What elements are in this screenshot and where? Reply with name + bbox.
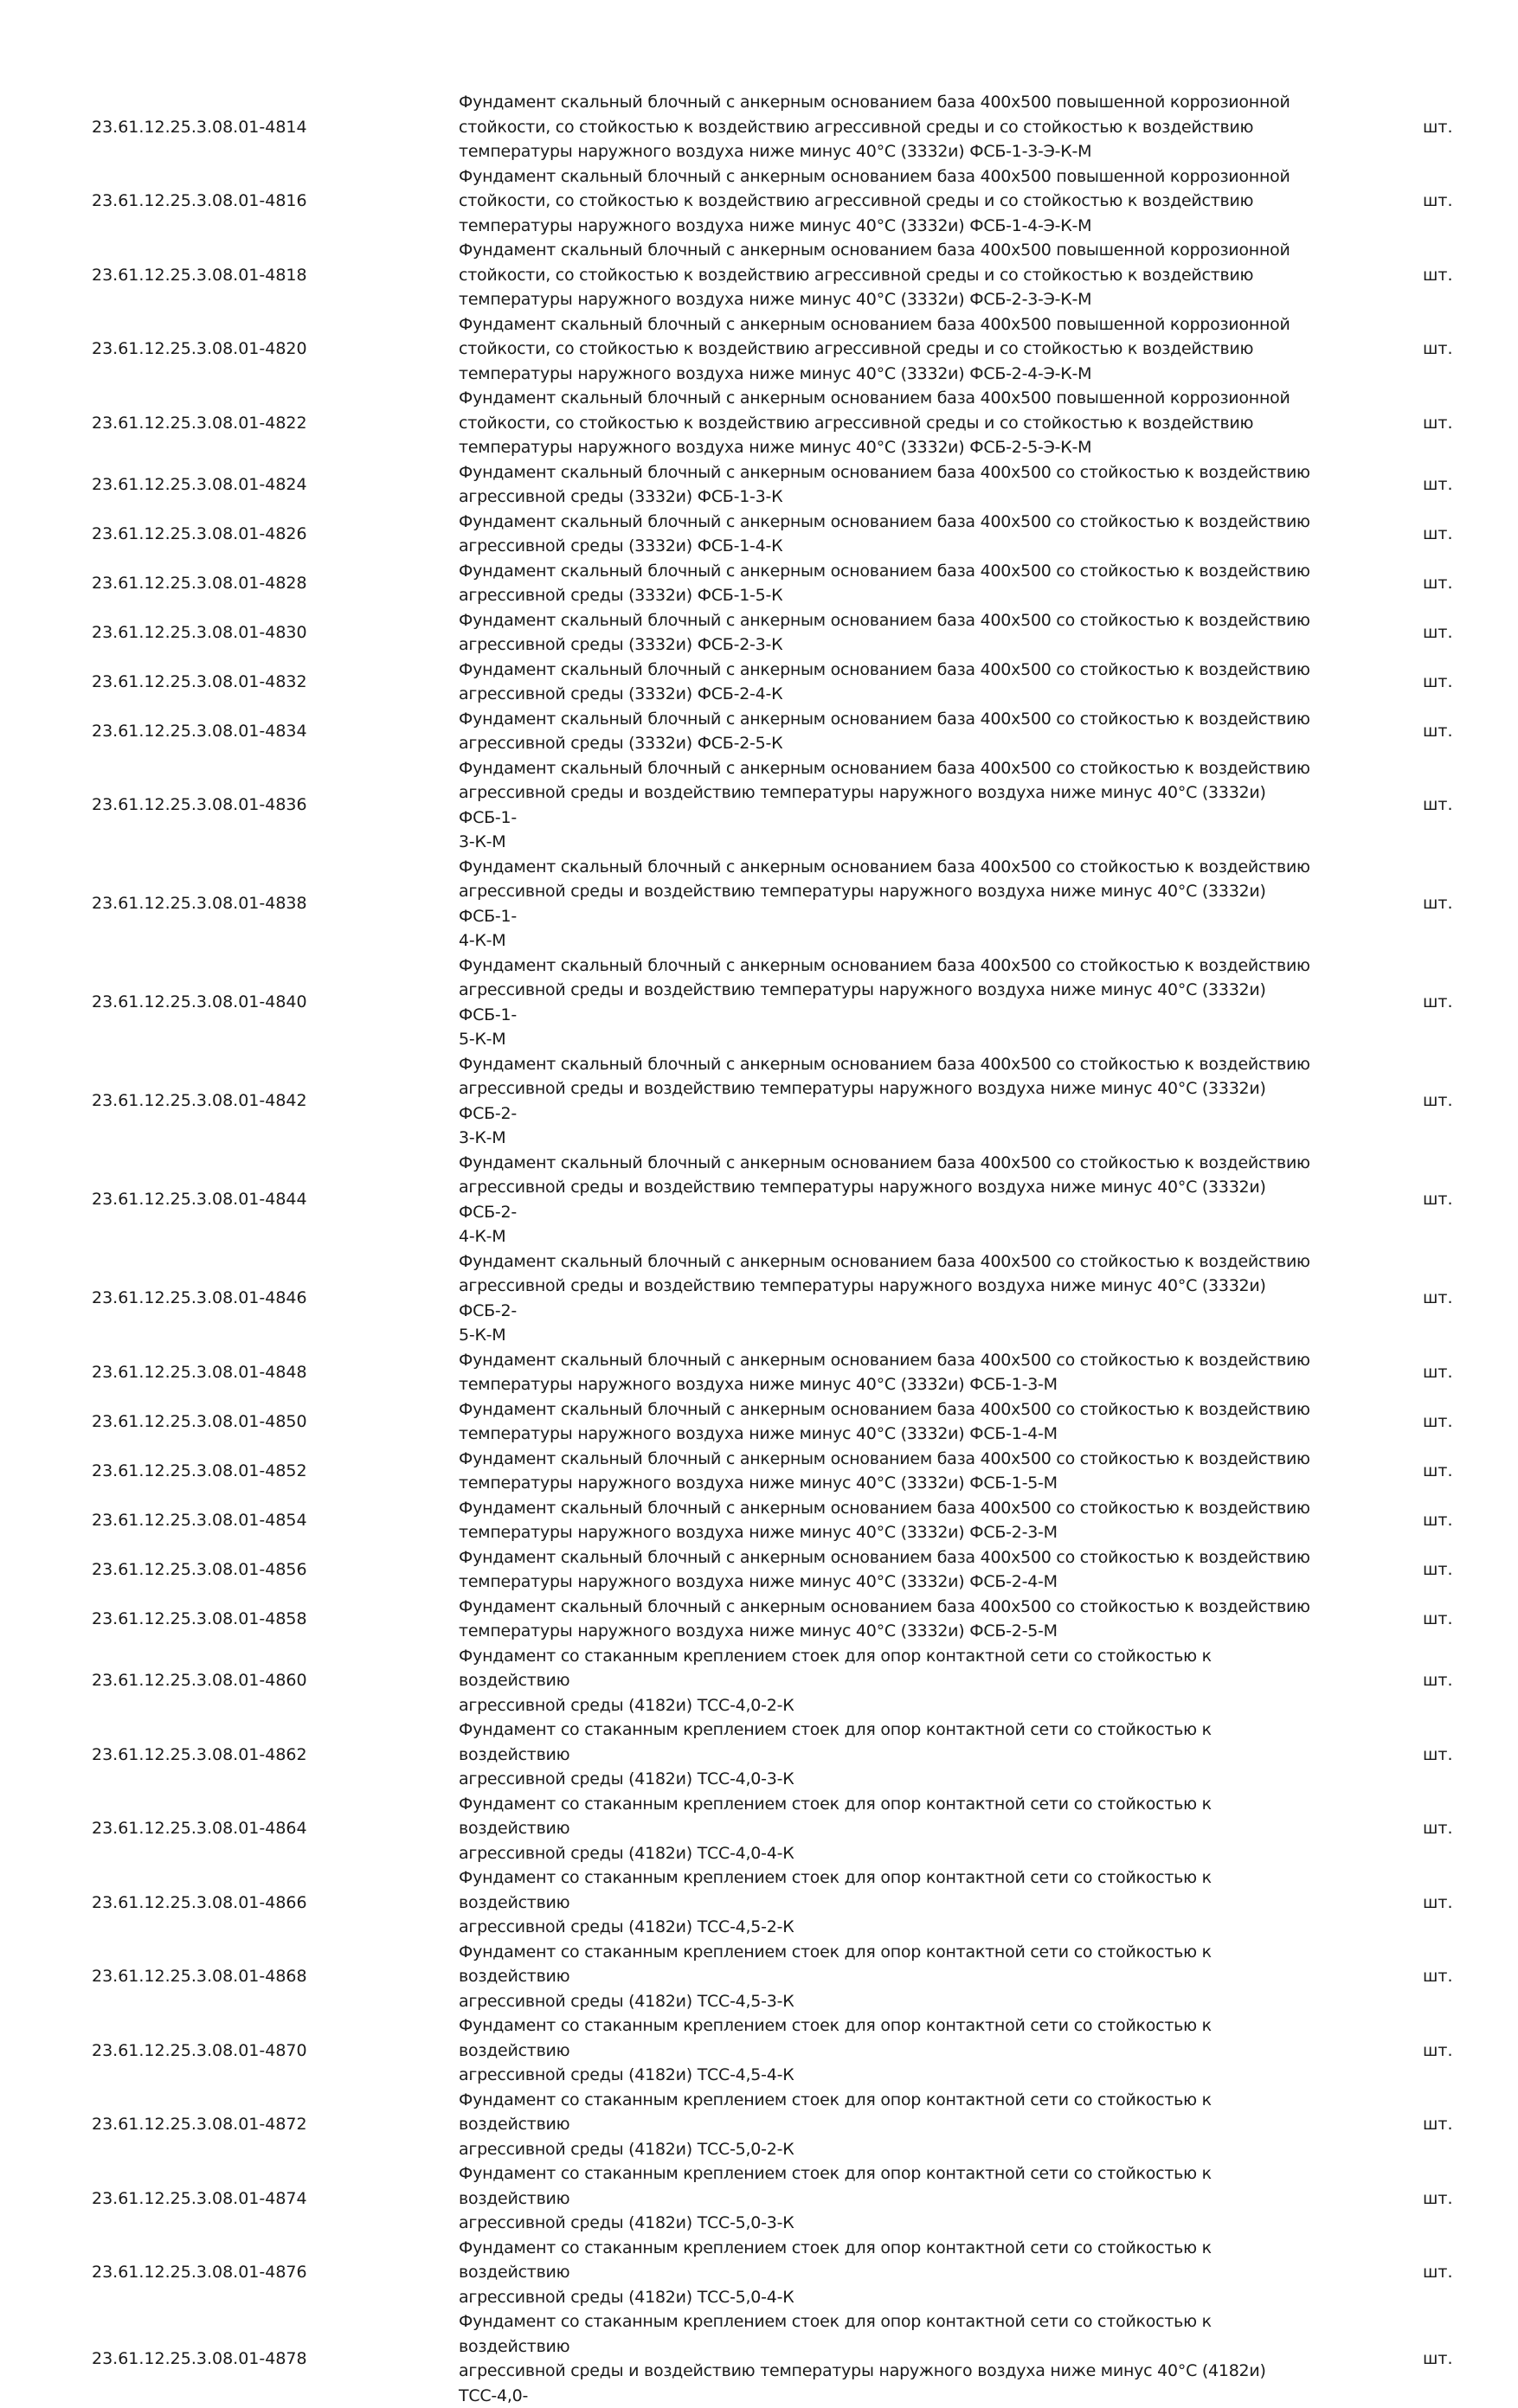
item-code: 23.61.12.25.3.08.01-4846 [92,1288,307,1308]
item-unit: шт. [1423,1461,1453,1480]
item-unit: шт. [1423,2040,1453,2060]
item-unit: шт. [1423,721,1453,741]
item-description: Фундамент скальный блочный с анкерным основанием база 400х500 со стойкостью к воздействию температуры наружного воздуха ниже минус 40°С (3332и) ФСБ-1-3-М [459,1350,1310,1394]
item-description: Фундамент скальный блочный с анкерным основанием база 400х500 со стойкостью к воздействию агрессивной среды и воздействию температуры наружного воздуха ниже минус 40°С (3332и) ФСБ-2- 5-К-М [459,1251,1310,1345]
item-description: Фундамент со стаканным креплением стоек для опор контактной сети со стойкостью к воздействию агрессивной среды (4182и) ТСС-5,0-2-К [459,2090,1212,2159]
item-code: 23.61.12.25.3.08.01-4858 [92,1609,307,1628]
item-unit: шт. [1423,2188,1453,2208]
table-row [0,1940,1518,2014]
item-description: Фундамент скальный блочный с анкерным основанием база 400х500 со стойкостью к воздействию агрессивной среды и воздействию температуры наружного воздуха ниже минус 40°С (3332и) ФСБ-2- 3-К-М [459,1054,1310,1147]
item-code: 23.61.12.25.3.08.01-4844 [92,1190,307,1210]
table-row [0,2088,1518,2162]
table-row [0,1397,1518,1447]
item-unit: шт. [1423,622,1453,642]
item-description: Фундамент скальный блочный с анкерным основанием база 400х500 со стойкостью к воздействию агрессивной среды (3332и) ФСБ-2-3-К [459,610,1310,654]
table-row [0,707,1518,756]
item-code: 23.61.12.25.3.08.01-4842 [92,1091,307,1111]
item-code: 23.61.12.25.3.08.01-4872 [92,2115,307,2134]
item-unit: шт. [1423,1892,1453,1912]
item-unit: шт. [1423,523,1453,543]
item-unit: шт. [1423,2115,1453,2134]
item-description: Фундамент скальный блочный с анкерным основанием база 400х500 повышенной коррозионной стойкости, со стойкостью к воздействию агрессивной среды и со стойкостью к воздействию температуры наружного воздуха ниже минус 40°С (3332и) ФСБ-1-3-Э-К-М [459,93,1290,161]
item-description: Фундамент скальный блочный с анкерным основанием база 400х500 со стойкостью к воздействию агрессивной среды (3332и) ФСБ-2-5-К [459,709,1310,753]
table-row [0,2013,1518,2088]
item-code: 23.61.12.25.3.08.01-4820 [92,339,307,358]
table-row [0,1052,1518,1151]
item-description: Фундамент скальный блочный с анкерным основанием база 400х500 со стойкостью к воздействию агрессивной среды (3332и) ФСБ-1-5-К [459,561,1310,605]
item-unit: шт. [1423,1559,1453,1579]
table-row [0,510,1518,559]
item-unit: шт. [1423,1091,1453,1111]
item-code: 23.61.12.25.3.08.01-4848 [92,1362,307,1382]
item-code: 23.61.12.25.3.08.01-4816 [92,191,307,210]
table-row [0,460,1518,510]
item-code: 23.61.12.25.3.08.01-4836 [92,795,307,815]
table-row [0,1545,1518,1595]
item-code: 23.61.12.25.3.08.01-4852 [92,1461,307,1480]
table-row [0,1151,1518,1249]
item-unit: шт. [1423,1362,1453,1382]
item-description: Фундамент скальный блочный с анкерным основанием база 400х500 повышенной коррозионной стойкости, со стойкостью к воздействию агрессивной среды и со стойкостью к воздействию температуры наружного воздуха ниже минус 40°С (3332и) ФСБ-2-3-Э-К-М [459,241,1290,309]
table-row [0,954,1518,1052]
item-code: 23.61.12.25.3.08.01-4864 [92,1819,307,1838]
item-unit: шт. [1423,671,1453,691]
item-description: Фундамент скальный блочный с анкерным основанием база 400х500 со стойкостью к воздействию температуры наружного воздуха ниже минус 40°С (3332и) ФСБ-2-3-М [459,1498,1310,1542]
item-description: Фундамент со стаканным креплением стоек для опор контактной сети со стойкостью к воздействию агрессивной среды (4182и) ТСС-4,0-2-К [459,1646,1212,1715]
table-row [0,756,1518,855]
item-unit: шт. [1423,117,1453,137]
item-description: Фундамент со стаканным креплением стоек для опор контактной сети со стойкостью к воздействию агрессивной среды (4182и) ТСС-4,0-3-К [459,1720,1212,1788]
item-code: 23.61.12.25.3.08.01-4850 [92,1411,307,1431]
table-row [0,1718,1518,1792]
item-code: 23.61.12.25.3.08.01-4878 [92,2348,307,2368]
item-description: Фундамент скальный блочный с анкерным основанием база 400х500 со стойкостью к воздействию агрессивной среды (3332и) ФСБ-1-3-К [459,462,1310,506]
item-unit: шт. [1423,191,1453,210]
item-unit: шт. [1423,1609,1453,1628]
item-description: Фундамент скальный блочный с анкерным основанием база 400х500 со стойкостью к воздействию агрессивной среды и воздействию температуры наружного воздуха ниже минус 40°С (3332и) ФСБ-1- 3-К-М [459,758,1310,851]
table-row [0,238,1518,312]
item-unit: шт. [1423,1411,1453,1431]
item-code: 23.61.12.25.3.08.01-4824 [92,474,307,494]
table-row [0,1595,1518,1644]
table-row [0,1865,1518,1940]
item-code: 23.61.12.25.3.08.01-4832 [92,671,307,691]
item-code: 23.61.12.25.3.08.01-4868 [92,1967,307,1986]
item-unit: шт. [1423,795,1453,815]
item-code: 23.61.12.25.3.08.01-4814 [92,117,307,137]
item-code: 23.61.12.25.3.08.01-4840 [92,992,307,1012]
item-unit: шт. [1423,1190,1453,1210]
table-row [0,386,1518,460]
item-unit: шт. [1423,1744,1453,1764]
item-description: Фундамент скальный блочный с анкерным основанием база 400х500 со стойкостью к воздействию температуры наружного воздуха ниже минус 40°С (3332и) ФСБ-2-4-М [459,1547,1310,1591]
item-description: Фундамент со стаканным креплением стоек для опор контактной сети со стойкостью к воздействию агрессивной среды (4182и) ТСС-4,5-3-К [459,1942,1212,2011]
table-row [0,2161,1518,2236]
item-code: 23.61.12.25.3.08.01-4838 [92,894,307,914]
item-code: 23.61.12.25.3.08.01-4854 [92,1510,307,1530]
item-description: Фундамент скальный блочный с анкерным основанием база 400х500 повышенной коррозионной стойкости, со стойкостью к воздействию агрессивной среды и со стойкостью к воздействию температуры наружного воздуха ниже минус 40°С (3332и) ФСБ-2-4-Э-К-М [459,314,1290,383]
item-unit: шт. [1423,1819,1453,1838]
item-code: 23.61.12.25.3.08.01-4866 [92,1892,307,1912]
item-description: Фундамент со стаканным креплением стоек для опор контактной сети со стойкостью к воздействию агрессивной среды (4182и) ТСС-4,0-4-К [459,1794,1212,1863]
item-unit: шт. [1423,2263,1453,2282]
item-description: Фундамент скальный блочный с анкерным основанием база 400х500 со стойкостью к воздействию агрессивной среды (3332и) ФСБ-2-4-К [459,659,1310,703]
item-unit: шт. [1423,1510,1453,1530]
table-row [0,2236,1518,2310]
item-description: Фундамент со стаканным креплением стоек для опор контактной сети со стойкостью к воздействию агрессивной среды (4182и) ТСС-5,0-4-К [459,2238,1212,2307]
table-row [0,1348,1518,1397]
item-description: Фундамент со стаканным креплением стоек для опор контактной сети со стойкостью к воздействию агрессивной среды (4182и) ТСС-4,5-2-К [459,1868,1212,1936]
table-row [0,559,1518,608]
table-row [0,164,1518,239]
item-code: 23.61.12.25.3.08.01-4826 [92,523,307,543]
table-row [0,1249,1518,1348]
table-row [0,2309,1518,2408]
item-description: Фундамент со стаканным креплением стоек для опор контактной сети со стойкостью к воздействию агрессивной среды (4182и) ТСС-5,0-3-К [459,2164,1212,2232]
item-description: Фундамент скальный блочный с анкерным основанием база 400х500 со стойкостью к воздействию агрессивной среды и воздействию температуры наружного воздуха ниже минус 40°С (3332и) ФСБ-1- 4-К-М [459,857,1310,950]
item-code: 23.61.12.25.3.08.01-4818 [92,265,307,285]
item-description: Фундамент скальный блочный с анкерным основанием база 400х500 со стойкостью к воздействию агрессивной среды и воздействию температуры наружного воздуха ниже минус 40°С (3332и) ФСБ-1- 5-К-М [459,955,1310,1049]
item-description: Фундамент скальный блочный с анкерным основанием база 400х500 со стойкостью к воздействию агрессивной среды и воздействию температуры наружного воздуха ниже минус 40°С (3332и) ФСБ-2- 4-К-М [459,1153,1310,1246]
item-description: Фундамент скальный блочный с анкерным основанием база 400х500 со стойкостью к воздействию агрессивной среды (3332и) ФСБ-1-4-К [459,511,1310,555]
item-code: 23.61.12.25.3.08.01-4876 [92,2263,307,2282]
item-unit: шт. [1423,339,1453,358]
table-row [0,1792,1518,1866]
item-unit: шт. [1423,1671,1453,1690]
table-row [0,1447,1518,1496]
item-unit: шт. [1423,573,1453,593]
item-description: Фундамент со стаканным креплением стоек для опор контактной сети со стойкостью к воздействию агрессивной среды и воздействию температуры наружного воздуха ниже минус 40°С (4182и) ТСС-4,0- [459,2312,1266,2405]
item-unit: шт. [1423,2348,1453,2368]
item-code: 23.61.12.25.3.08.01-4828 [92,573,307,593]
item-unit: шт. [1423,1967,1453,1986]
table-row [0,312,1518,387]
item-code: 23.61.12.25.3.08.01-4870 [92,2040,307,2060]
item-unit: шт. [1423,413,1453,433]
item-code: 23.61.12.25.3.08.01-4834 [92,721,307,741]
table-row [0,90,1518,164]
price-list-table [0,90,1518,2408]
item-description: Фундамент скальный блочный с анкерным основанием база 400х500 со стойкостью к воздействию температуры наружного воздуха ниже минус 40°С (3332и) ФСБ-2-5-М [459,1596,1310,1641]
item-unit: шт. [1423,265,1453,285]
item-description: Фундамент со стаканным креплением стоек для опор контактной сети со стойкостью к воздействию агрессивной среды (4182и) ТСС-4,5-4-К [459,2016,1212,2084]
item-unit: шт. [1423,992,1453,1012]
item-code: 23.61.12.25.3.08.01-4874 [92,2188,307,2208]
table-row [0,658,1518,707]
item-unit: шт. [1423,474,1453,494]
item-description: Фундамент скальный блочный с анкерным основанием база 400х500 со стойкостью к воздействию температуры наружного воздуха ниже минус 40°С (3332и) ФСБ-1-4-М [459,1399,1310,1443]
item-code: 23.61.12.25.3.08.01-4830 [92,622,307,642]
item-unit: шт. [1423,1288,1453,1308]
item-code: 23.61.12.25.3.08.01-4862 [92,1744,307,1764]
item-description: Фундамент скальный блочный с анкерным основанием база 400х500 повышенной коррозионной стойкости, со стойкостью к воздействию агрессивной среды и со стойкостью к воздействию температуры наружного воздуха ниже минус 40°С (3332и) ФСБ-1-4-Э-К-М [459,166,1290,235]
item-description: Фундамент скальный блочный с анкерным основанием база 400х500 повышенной коррозионной стойкости, со стойкостью к воздействию агрессивной среды и со стойкостью к воздействию температуры наружного воздуха ниже минус 40°С (3332и) ФСБ-2-5-Э-К-М [459,388,1290,457]
item-description: Фундамент скальный блочный с анкерным основанием база 400х500 со стойкостью к воздействию температуры наружного воздуха ниже минус 40°С (3332и) ФСБ-1-5-М [459,1448,1310,1493]
item-code: 23.61.12.25.3.08.01-4822 [92,413,307,433]
table-row [0,855,1518,954]
item-unit: шт. [1423,894,1453,914]
table-row [0,1644,1518,1718]
table-row [0,1496,1518,1545]
item-code: 23.61.12.25.3.08.01-4856 [92,1559,307,1579]
table-row [0,608,1518,658]
item-code: 23.61.12.25.3.08.01-4860 [92,1671,307,1690]
